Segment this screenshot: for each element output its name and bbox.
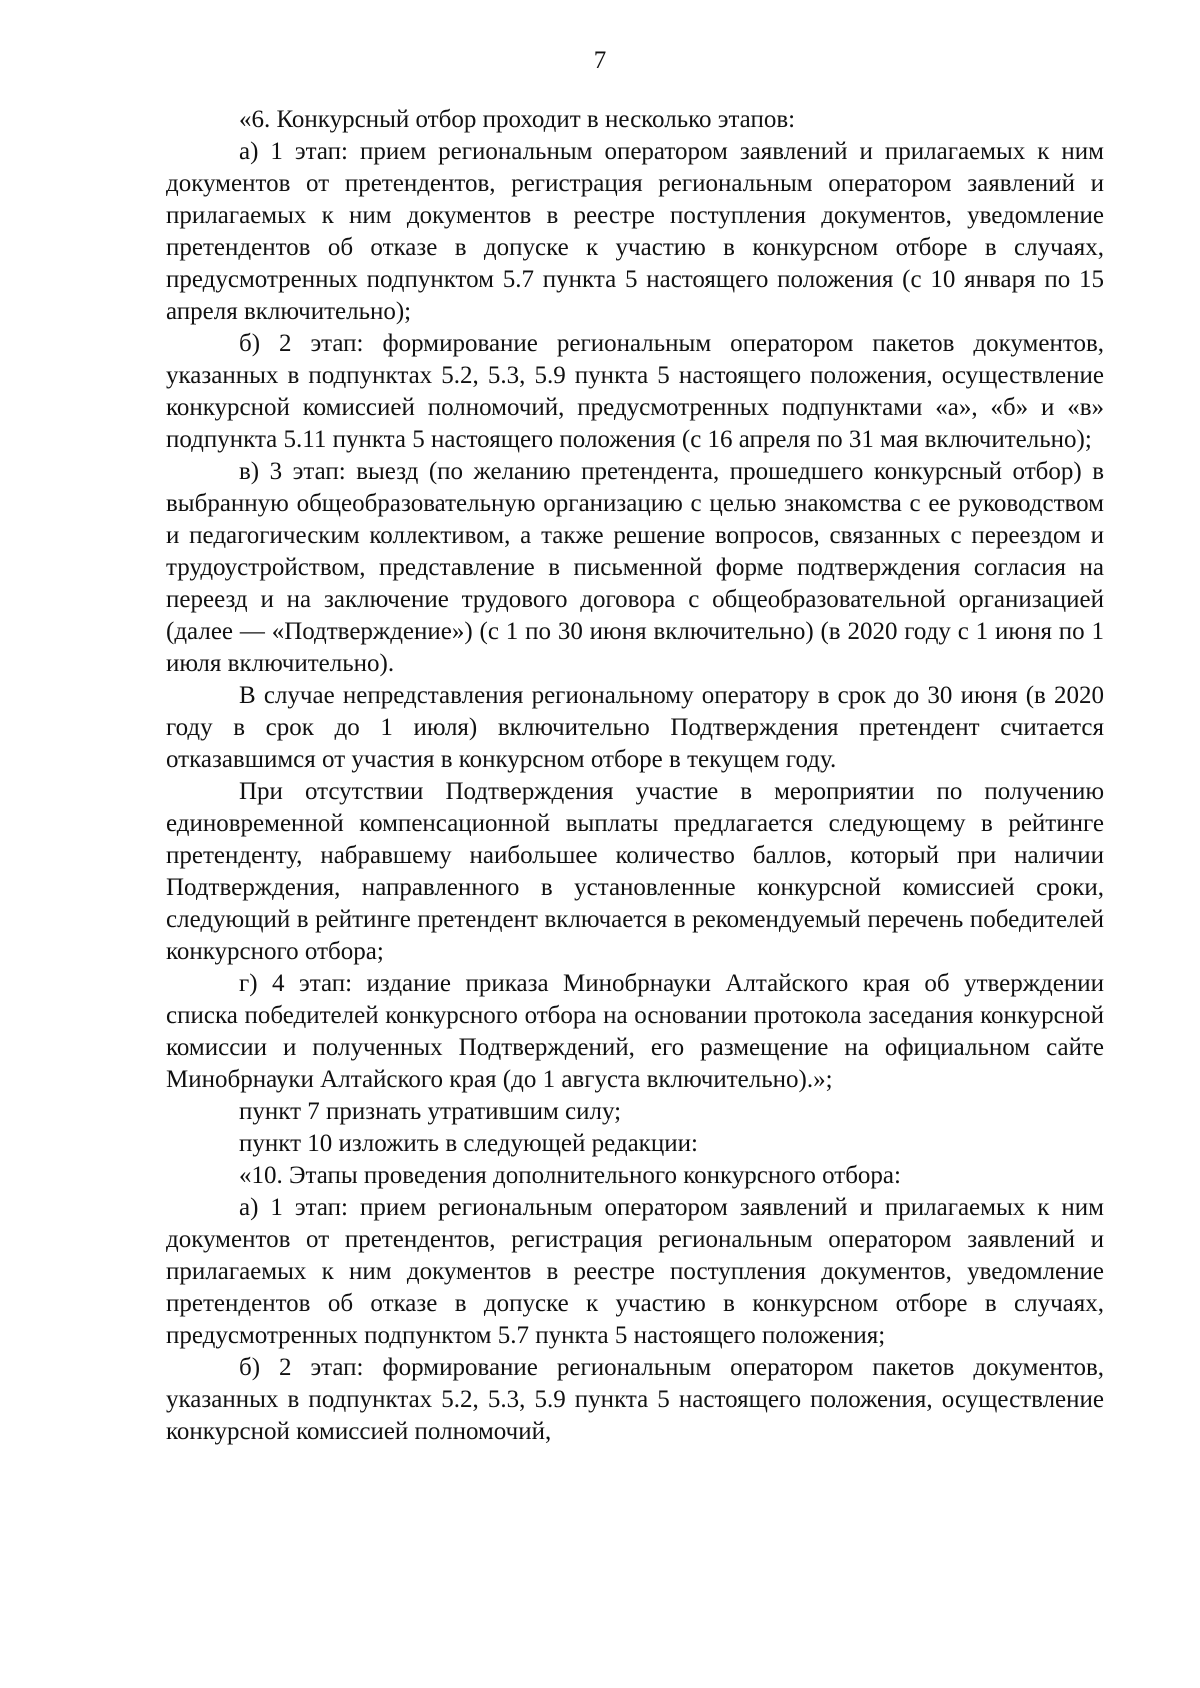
paragraph: «10. Этапы проведения дополнительного конкурсного отбора: (239, 1162, 901, 1189)
document-body (166, 104, 1104, 1448)
paragraph: а) 1 этап: прием региональным оператором заявлений и прилагаемых к ним документов от претендентов, регистрация региональным оператором заявлений и прилагаемых к ним документов в реестре поступления документов, уведомление претендентов об отказе в допуске к участию в конкурсном отборе в случаях, предусмотренных подпунктом 5.7 пункта 5 настоящего положения (с 10 января по 15 апреля включительно); (166, 138, 1104, 325)
paragraph: При отсутствии Подтверждения участие в мероприятии по получению единовременной компенсационной выплаты предлагается следующему в рейтинге претенденту, набравшему наибольшее количество баллов, который при наличии Подтверждения, направленного в установленные конкурсной комиссией сроки, следующий в рейтинге претендент включается в рекомендуемый перечень победителей конкурсного отбора; (166, 778, 1104, 965)
paragraph: г) 4 этап: издание приказа Минобрнауки Алтайского края об утверждении списка победителей конкурсного отбора на основании протокола заседания конкурсной комиссии и полученных Подтверждений, его размещение на официальном сайте Минобрнауки Алтайского края (до 1 августа включительно).»; (166, 970, 1104, 1093)
paragraph: пункт 7 признать утратившим силу; (239, 1098, 622, 1125)
paragraph: В случае непредставления региональному оператору в срок до 30 июня (в 2020 году в срок до 1 июля) включительно Подтверждения претендент считается отказавшимся от участия в конкурсном отборе в текущем году. (166, 682, 1104, 773)
paragraph: в) 3 этап: выезд (по желанию претендента, прошедшего конкурсный отбор) в выбранную общеобразовательную организацию с целью знакомства с ее руководством и педагогическим коллективом, а также решение вопросов, связанных с переездом и трудоустройством, представление в письменной форме подтверждения согласия на переезд и на заключение трудового договора с общеобразовательной организацией (далее — «Подтверждение») (с 1 по 30 июня включительно) (в 2020 году с 1 июня по 1 июля включительно). (166, 458, 1104, 677)
paragraph: б) 2 этап: формирование региональным оператором пакетов документов, указанных в подпунктах 5.2, 5.3, 5.9 пункта 5 настоящего положения, осуществление конкурсной комиссией полномочий, (166, 1354, 1104, 1445)
paragraph: а) 1 этап: прием региональным оператором заявлений и прилагаемых к ним документов от претендентов, регистрация региональным оператором заявлений и прилагаемых к ним документов в реестре поступления документов, уведомление претендентов об отказе в допуске к участию в конкурсном отборе в случаях, предусмотренных подпунктом 5.7 пункта 5 настоящего положения; (166, 1194, 1104, 1349)
paragraph: «6. Конкурсный отбор проходит в несколько этапов: (239, 106, 796, 133)
paragraph: пункт 10 изложить в следующей редакции: (239, 1130, 698, 1157)
page-number: 7 (593, 47, 607, 74)
paragraph: б) 2 этап: формирование региональным оператором пакетов документов, указанных в подпунктах 5.2, 5.3, 5.9 пункта 5 настоящего положения, осуществление конкурсной комиссией полномочий, предусмотренных подпунктами «а», «б» и «в» подпункта 5.11 пункта 5 настоящего положения (с 16 апреля по 31 мая включительно); (166, 330, 1104, 453)
